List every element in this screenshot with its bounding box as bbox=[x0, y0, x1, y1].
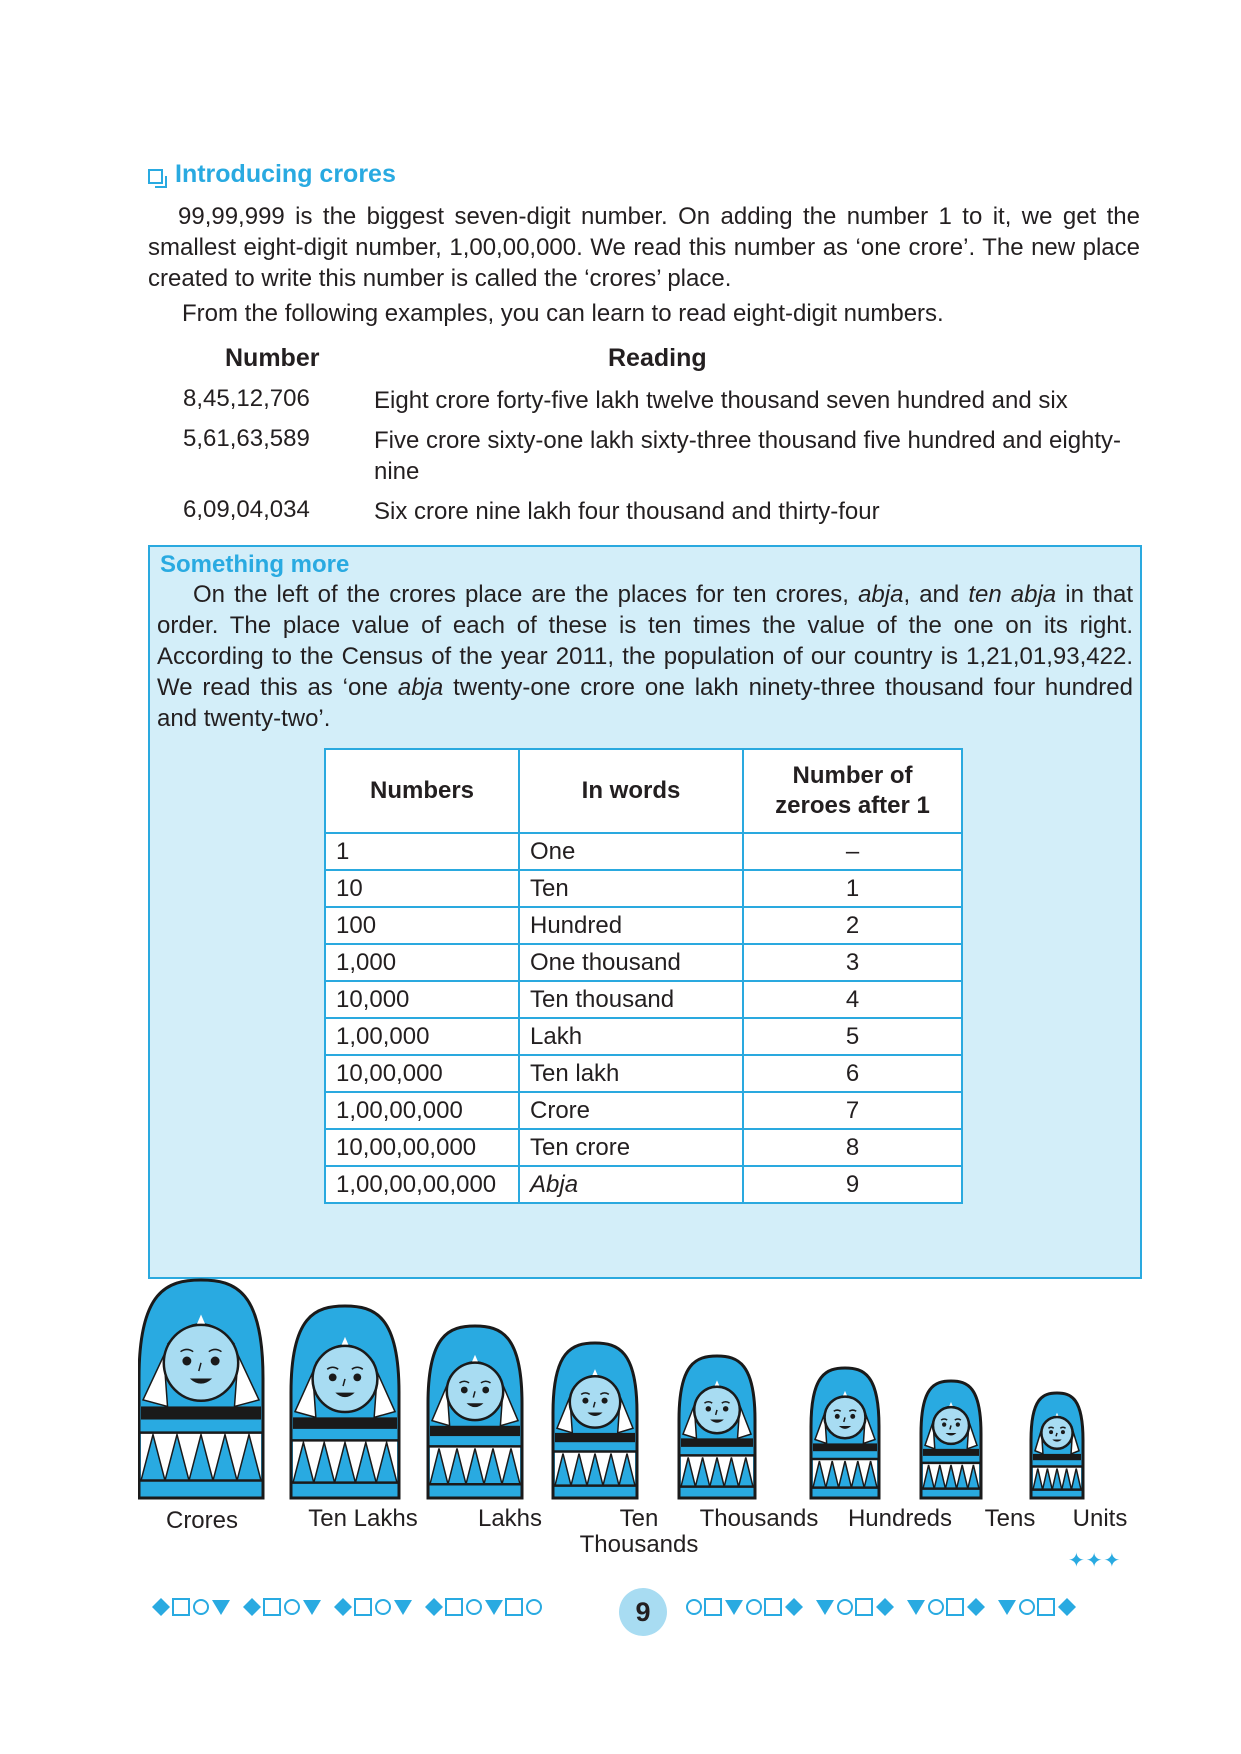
example-reading: Five crore sixty-one lakh sixty-three thousand five hundred and eighty-nine bbox=[374, 427, 1122, 485]
cell-number: 100 bbox=[325, 907, 519, 944]
intro-paragraph-2 bbox=[148, 298, 1140, 329]
ornament-glyph-icon bbox=[907, 1600, 925, 1615]
ornament-glyph-icon bbox=[1058, 1598, 1076, 1616]
ornament-glyph-icon bbox=[425, 1598, 443, 1616]
example-reading: Six crore nine lakh four thousand and thirty-four bbox=[374, 498, 880, 525]
cell-zeroes: 4 bbox=[743, 981, 962, 1018]
end-stars-icon: ✦✦✦ bbox=[1068, 1550, 1122, 1572]
cell-words: Crore bbox=[519, 1092, 743, 1129]
intro-text-2: From the following examples, you can learn to read eight-digit numbers. bbox=[182, 300, 944, 327]
ornament-glyph-icon bbox=[838, 1600, 852, 1614]
table-row bbox=[325, 833, 962, 870]
ornament-glyph-icon bbox=[243, 1598, 261, 1616]
ornament-glyph-icon bbox=[929, 1600, 943, 1614]
table-row bbox=[325, 1055, 962, 1092]
doll-label-units: Units bbox=[1072, 1505, 1128, 1532]
section-heading bbox=[148, 160, 396, 189]
example-number: 5,61,63,589 bbox=[183, 425, 310, 452]
example-reading: Eight crore forty-five lakh twelve thousand seven hundred and six bbox=[374, 387, 1068, 414]
table-header-row bbox=[325, 749, 962, 833]
nesting-doll bbox=[679, 1356, 755, 1498]
example-number: 6,09,04,034 bbox=[183, 496, 310, 523]
ornament-glyph-icon bbox=[264, 1599, 280, 1615]
cell-zeroes: – bbox=[743, 833, 962, 870]
table-row bbox=[325, 1129, 962, 1166]
nesting-dolls-illustration bbox=[138, 1278, 1140, 1500]
ornament-glyph-icon bbox=[467, 1600, 481, 1614]
ornament-glyph-icon bbox=[446, 1599, 462, 1615]
cell-number: 10,00,00,000 bbox=[325, 1129, 519, 1166]
ornament-glyph-icon bbox=[194, 1600, 208, 1614]
nesting-doll bbox=[139, 1280, 263, 1498]
example-number: 8,45,12,706 bbox=[183, 385, 310, 412]
ornament-glyph-icon bbox=[334, 1598, 352, 1616]
nesting-doll bbox=[1031, 1393, 1083, 1498]
ornament-glyph-icon bbox=[1020, 1600, 1034, 1614]
ornament-glyph-icon bbox=[785, 1598, 803, 1616]
ornament-glyph-icon bbox=[376, 1600, 390, 1614]
table-row bbox=[325, 1018, 962, 1055]
nesting-doll bbox=[811, 1368, 879, 1498]
intro-paragraph-1 bbox=[148, 201, 1140, 294]
cell-zeroes: 2 bbox=[743, 907, 962, 944]
something-more-text bbox=[157, 579, 1133, 734]
cell-words: Hundred bbox=[519, 907, 743, 944]
examples-number-header: Number bbox=[225, 344, 320, 372]
table-row bbox=[325, 907, 962, 944]
doll-label-lakhs: Lakhs bbox=[477, 1505, 543, 1532]
ornament-glyph-icon bbox=[725, 1600, 743, 1615]
cell-number: 1,000 bbox=[325, 944, 519, 981]
nesting-doll bbox=[553, 1343, 637, 1498]
cell-zeroes: 5 bbox=[743, 1018, 962, 1055]
page-number: 9 bbox=[619, 1588, 667, 1636]
doll-label-crores: Crores bbox=[165, 1507, 238, 1534]
ornament-glyph-icon bbox=[355, 1599, 371, 1615]
cell-words: Ten bbox=[519, 870, 743, 907]
cell-number: 10 bbox=[325, 870, 519, 907]
ornament-glyph-icon bbox=[998, 1600, 1016, 1615]
text-run-italic: ten abja bbox=[968, 581, 1057, 608]
ornament-glyph-icon bbox=[152, 1598, 170, 1616]
text-run: , and bbox=[903, 581, 969, 608]
checkbox-square-icon bbox=[148, 169, 163, 184]
footer-ornament-left bbox=[148, 1592, 608, 1622]
header-in-words: In words bbox=[519, 749, 743, 833]
zeroes-table bbox=[324, 748, 963, 1204]
ornament-glyph-icon bbox=[747, 1600, 761, 1614]
cell-zeroes: 6 bbox=[743, 1055, 962, 1092]
doll-label-hundreds: Hundreds bbox=[847, 1505, 953, 1532]
text-run: in that order. The place value of each of these is ten times the value of the one on its right. According to the Census of the year 2011, the population of our country is 1,21,01,93,422. We read this as ‘one bbox=[157, 581, 1134, 701]
text-run-italic: abja bbox=[858, 581, 904, 608]
header-numbers: Numbers bbox=[325, 749, 519, 833]
nesting-doll bbox=[291, 1306, 399, 1498]
cell-words: Abja bbox=[519, 1166, 743, 1203]
ornament-glyph-icon bbox=[506, 1599, 522, 1615]
table-row bbox=[325, 1092, 962, 1129]
cell-words: Lakh bbox=[519, 1018, 743, 1055]
ornament-glyph-icon bbox=[856, 1599, 872, 1615]
cell-words: Ten thousand bbox=[519, 981, 743, 1018]
ornament-glyph-icon bbox=[285, 1600, 299, 1614]
ornament-glyph-icon bbox=[816, 1600, 834, 1615]
cell-words: Ten crore bbox=[519, 1129, 743, 1166]
cell-zeroes: 1 bbox=[743, 870, 962, 907]
ornament-glyph-icon bbox=[765, 1599, 781, 1615]
cell-number: 1 bbox=[325, 833, 519, 870]
ornament-glyph-icon bbox=[876, 1598, 894, 1616]
table-row bbox=[325, 870, 962, 907]
text-run: twenty-one crore one lakh ninety-three thousand four hundred and twenty-two’. bbox=[157, 674, 1133, 732]
ornament-glyph-icon bbox=[947, 1599, 963, 1615]
cell-number: 10,00,000 bbox=[325, 1055, 519, 1092]
cell-number: 10,000 bbox=[325, 981, 519, 1018]
ornament-glyph-icon bbox=[394, 1600, 412, 1615]
something-more-title: Something more bbox=[160, 551, 350, 578]
ornament-glyph-icon bbox=[687, 1600, 701, 1614]
header-zeroes: Number of zeroes after 1 bbox=[743, 749, 962, 833]
doll-label-thousands: Thousands bbox=[699, 1505, 819, 1532]
section-title: Introducing crores bbox=[175, 160, 396, 188]
doll-label-tens: Tens bbox=[984, 1505, 1036, 1532]
table-row bbox=[325, 1166, 962, 1203]
footer-ornament-right bbox=[682, 1592, 1144, 1622]
examples-reading-header: Reading bbox=[608, 344, 707, 372]
ornament-glyph-icon bbox=[173, 1599, 189, 1615]
ornament-glyph-icon bbox=[303, 1600, 321, 1615]
intro-text-1: 99,99,999 is the biggest seven-digit number. On adding the number 1 to it, we get the smallest eight-digit number, 1,00,00,000. We read this number as ‘one crore’. The new place created to write this number is called the ‘crores’ place. bbox=[148, 203, 1140, 292]
cell-zeroes: 8 bbox=[743, 1129, 962, 1166]
ornament-glyph-icon bbox=[485, 1600, 503, 1615]
table-row bbox=[325, 944, 962, 981]
nesting-doll bbox=[921, 1381, 981, 1498]
ornament-glyph-icon bbox=[527, 1600, 541, 1614]
text-run-italic: abja bbox=[397, 674, 444, 701]
doll-label-ten-lakhs: Ten Lakhs bbox=[308, 1505, 418, 1532]
cell-words: Ten lakh bbox=[519, 1055, 743, 1092]
table-row bbox=[325, 981, 962, 1018]
cell-number: 1,00,00,00,000 bbox=[325, 1166, 519, 1203]
cell-number: 1,00,00,000 bbox=[325, 1092, 519, 1129]
nesting-doll bbox=[428, 1326, 522, 1498]
cell-zeroes: 7 bbox=[743, 1092, 962, 1129]
cell-words: One thousand bbox=[519, 944, 743, 981]
cell-number: 1,00,000 bbox=[325, 1018, 519, 1055]
cell-zeroes: 9 bbox=[743, 1166, 962, 1203]
ornament-glyph-icon bbox=[967, 1598, 985, 1616]
text-run: On the left of the crores place are the places for ten crores, bbox=[193, 581, 859, 608]
ornament-glyph-icon bbox=[1038, 1599, 1054, 1615]
cell-zeroes: 3 bbox=[743, 944, 962, 981]
ornament-glyph-icon bbox=[212, 1600, 230, 1615]
ornament-glyph-icon bbox=[705, 1599, 721, 1615]
cell-words: One bbox=[519, 833, 743, 870]
doll-label-ten-thousands: Ten Thousands bbox=[579, 1505, 699, 1558]
